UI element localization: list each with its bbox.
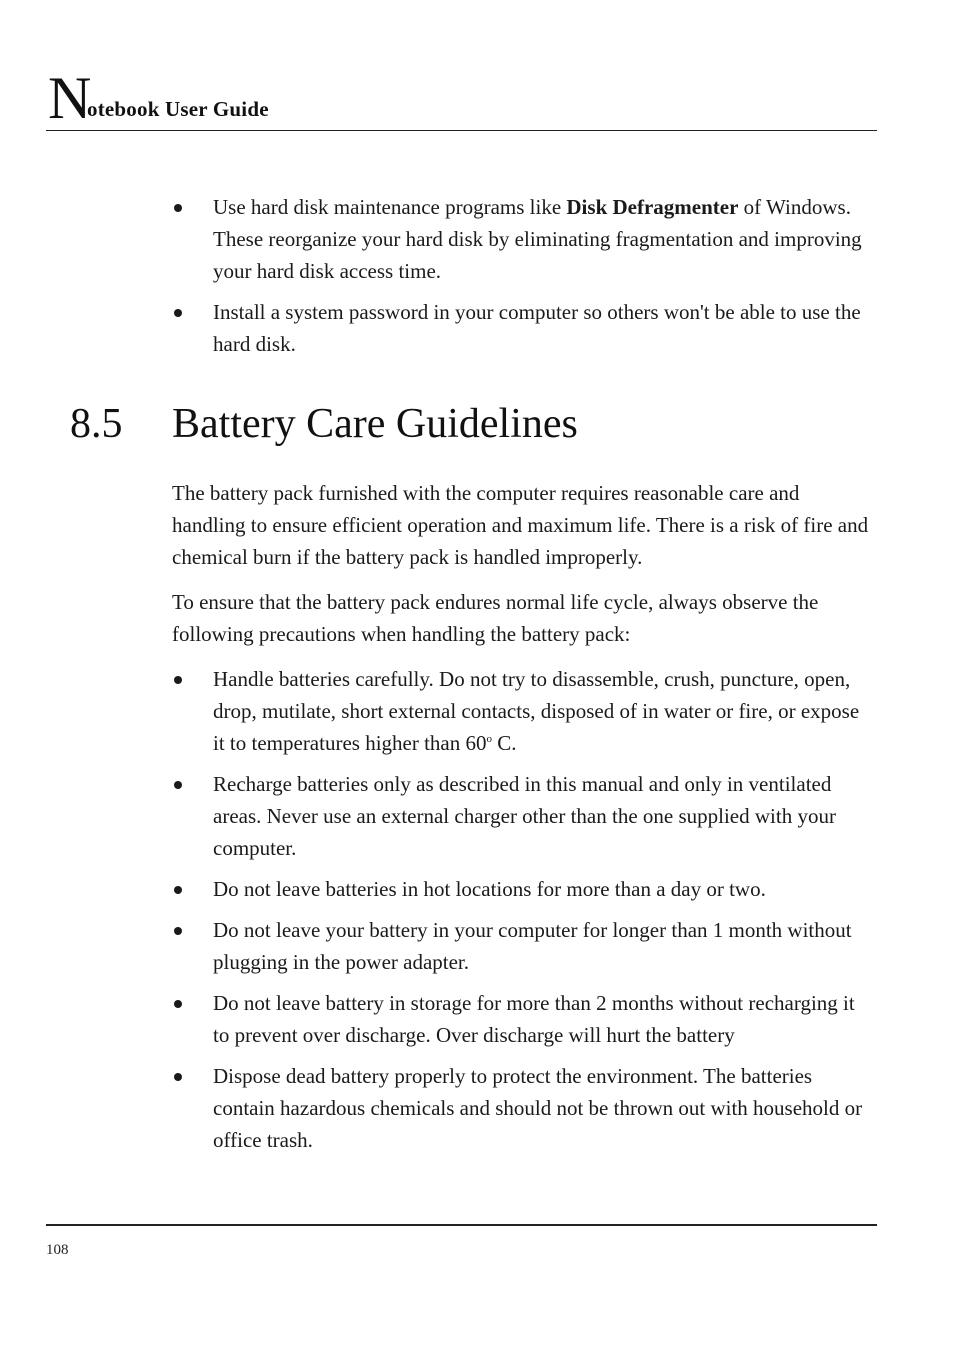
- bullet-icon: [174, 204, 182, 212]
- page-number: 108: [46, 1242, 69, 1258]
- list-item: Dispose dead battery properly to protect the environment. The batteries contain hazardous chemicals and should not be thrown out with household or office trash.: [172, 1060, 874, 1156]
- maintenance-list: [172, 191, 874, 369]
- running-header: [46, 65, 877, 131]
- bullet-icon: [174, 1073, 182, 1081]
- bullet-icon: [174, 309, 182, 317]
- section-number: 8.5: [70, 401, 123, 447]
- list-item: Handle batteries carefully. Do not try to disassemble, crush, puncture, open, drop, mutilate, short external contacts, disposed of in water or fire, or expose it to temperatures higher than 60$^o$ C.: [172, 663, 874, 759]
- degree-superscript: o: [486, 733, 493, 745]
- footer-divider: [46, 1224, 877, 1226]
- list-item: Do not leave batteries in hot locations for more than a day or two.: [172, 873, 874, 905]
- list-item: Install a system password in your computer so others won't be able to use the hard disk.: [172, 296, 874, 360]
- bullet-icon: [174, 1000, 182, 1008]
- list-item: Recharge batteries only as described in this manual and only in ventilated areas. Never use an external charger other than the one supplied with your computer.: [172, 768, 874, 864]
- bullet-icon: [174, 927, 182, 935]
- section-heading: [70, 398, 578, 450]
- section-title: Battery Care Guidelines: [172, 401, 578, 447]
- header-initial: N: [48, 65, 92, 131]
- list-item: Use hard disk maintenance programs like Disk Defragmenter of Windows. These reorganize your hard disk by eliminating fragmentation and improving your hard disk access time.: [172, 191, 874, 287]
- list-item: Do not leave your battery in your computer for longer than 1 month without plugging in the power adapter.: [172, 914, 874, 978]
- bullet-icon: [174, 676, 182, 684]
- precautions-paragraph: To ensure that the battery pack endures normal life cycle, always observe the following precautions when handling the battery pack:: [172, 590, 819, 646]
- intro-paragraph: The battery pack furnished with the computer requires reasonable care and handling to ensure efficient operation and maximum life. There is a risk of fire and chemical burn if the battery pack is handled improperly.: [172, 481, 869, 569]
- bullet-icon: [174, 781, 182, 789]
- battery-precautions-list: [172, 663, 874, 1165]
- bullet-icon: [174, 886, 182, 894]
- bold-term: Disk Defragmenter: [566, 195, 739, 219]
- list-item: Do not leave battery in storage for more than 2 months without recharging it to prevent over discharge. Over discharge will hurt the battery: [172, 987, 874, 1051]
- header-title: otebook User Guide: [87, 97, 269, 121]
